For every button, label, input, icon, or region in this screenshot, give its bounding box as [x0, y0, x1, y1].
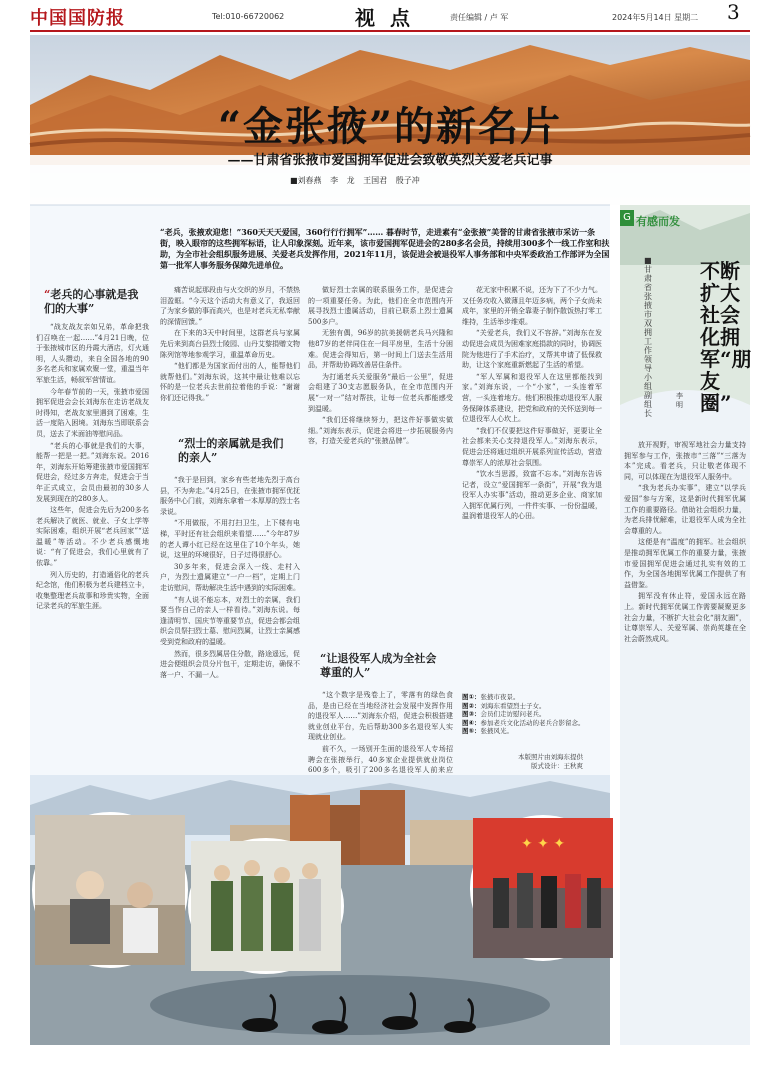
commentary-title: 不断扩大社会化拥军“朋友圈” — [700, 259, 752, 415]
paragraph: “有人说不能忘本，对烈士的亲属，我们要当作自己的亲人一样看待。”刘海东说。每逢清明节、国庆节等重要节点，促进会都会组织会员祭扫烈士墓、慰问烈属，让烈士亲属感受到党和政府的温暖。 — [160, 595, 300, 646]
paragraph: 无独有偶，96岁的抗美援朝老兵马兴隆和他87岁的老伴同住在一间平房里，生活十分困难。促进会得知后，第一时间上门送去生活用品，并帮助协调改善居住条件。 — [308, 329, 453, 370]
paragraph: “我为老兵办实事”，建立“以学兵爱国”参与方案，这是新时代拥军优属工作的重要路径。借助社会组织力量，为老兵排忧解难，让退役军人成为全社会尊重的人。 — [624, 484, 746, 535]
paragraph: 前不久，一场别开生面的退役军人专场招聘会在张掖举行，40多家企业提供就业岗位600多个，吸引了200多名退役军人前来应 — [308, 744, 453, 775]
section-heading-2: “烈士的亲属就是我们的亲人” — [178, 437, 284, 464]
photo-elderly-visit — [32, 812, 188, 968]
column-2a — [160, 285, 300, 415]
paragraph: 花无家中积累不说，还为下了不少力气。又任务攻收入微薄且年迈多病，两个子女尚未成年，家里的开销全靠妻子制作散饭热打零工维持，生活举步维艰。 — [462, 286, 602, 326]
commentary-author-role: ■甘肃省张掖市双拥工作领导小组副组长 — [644, 256, 652, 418]
paragraph: “战友战友亲如兄弟，革命把我们召唤在一起……”4月21日晚，位于张掖城市区的丹霞大酒店，灯火通明，人头攒动，来自全国各地的90多名老兵和家属欢聚一堂，重温当年军旅生活，畅叙军营情谊。 — [36, 323, 149, 384]
photo-group-event — [470, 815, 616, 961]
column-3a — [308, 285, 453, 635]
header-rule — [30, 30, 750, 32]
comment-tag: 有感而发 — [636, 215, 680, 228]
paragraph: “饮水当思源，致富不忘本。”刘海东告诉记者，设立“爱国拥军一条街”，开展“我为退役军人办实事”活动，推动更多企业、商家加入拥军优属行列，一件件实事、一份份温暖，温润着退役军人的心田。 — [462, 470, 602, 521]
paragraph: 今年春节前的一天，张掖市爱国拥军促进会会长刘海东在走访老战友时得知，老战友家里遇到了困难，生活一度陷入困境。刘海东当即联系会员，送去了米面油等慰问品。 — [36, 387, 149, 438]
column-2b — [160, 475, 300, 705]
paragraph: “我们还将继续努力，把这件好事做实做细。”刘海东表示，促进会将进一步拓展服务内容，打造关爱老兵的“张掖品牌”。 — [308, 416, 453, 446]
paragraph: 在下来的3天中时间里，这群老兵与家属先后来到高台县烈士陵园、山丹艾黎捐赠文物陈列馆等地参观学习，重温革命历史。 — [160, 329, 300, 359]
comment-tag-icon: G — [620, 210, 634, 226]
caption-4: 图④：参加老兵文化活动的老兵合影留念。 — [462, 718, 585, 727]
paragraph: “老兵的心事就是我们的大事，能帮一把是一把。”刘海东说。2016年，刘海东开始筹建张掖市爱国拥军促进会，经过多方奔走，促进会于当年正式成立，会员由最初的30多人发展到现在的280多人。 — [36, 441, 149, 503]
photo-captions — [462, 693, 602, 736]
paragraph: “这个数字是残卷上了，零落有的绿色食品，是由已经在当地经济社会发展中发挥作用的退役军人……”刘海东介绍，促进会积极搭建就业创业平台，先后帮助300多名退役军人实现就业创业。 — [308, 691, 453, 742]
header-date: 2024年5月14日 星期二 — [612, 13, 699, 22]
swans-photo — [230, 985, 490, 1040]
photo-credit: 本版照片由刘海东提供 版式设计：王秋爽 — [518, 753, 583, 770]
paragraph: 30多年来，促进会深入一线、走村入户，为烈士遗属建立“一户一档”，定期上门走访慰问，帮助解决生活中遇到的实际困难。 — [160, 562, 300, 592]
byline: ■刘春燕 李 龙 王国君 殷子冲 — [290, 176, 420, 185]
header-editor: 责任编辑 / 卢 军 — [450, 13, 509, 22]
paragraph: 拥军没有休止符，爱国永远在路上。新时代拥军优属工作需要凝聚更多社会力量，不断扩大社会化“朋友圈”，让尊崇军人、关爱军属、崇尚英雄在全社会蔚然成风。 — [624, 592, 746, 643]
article-intro: “老兵，张掖欢迎您！”360天天天爱国，360行行行拥军”…… 暮春时节，走进素有“金张掖”美誉的甘肃省张掖市采访一条街，映入眼帘的这些拥军标语，让人印象深刻。近年来，该市爱国拥军促进会的280多名会员，持续用300多个一线工作室和扶助，为全市社会组织服务进展、关爱老兵发挥作用，2021年11月，该促进会被退役军人事务部和中央军委政治工作部评为全国第一批军人事务服务保障先进单位。 — [160, 227, 610, 270]
paragraph: 为打通老兵关爱服务“最后一公里”，促进会组建了30支志愿服务队，在全市范围内开展“一对一”结对帮扶，让每一位老兵都能感受到温暖。 — [308, 372, 453, 413]
commentary-author: 李 明 — [676, 392, 683, 409]
svg-text:✦ ✦ ✦: ✦ ✦ ✦ — [520, 836, 566, 852]
commentary-text — [624, 440, 746, 1040]
paragraph: “不用做报，不用打扫卫生，上下楼有电梯，平时还有社会组织来看望……”今年87岁的老人谭小红已经在这里住了10个年头，她说，这里的环境很好，日子过得很舒心。 — [160, 519, 300, 560]
caption-2: 图②：刘海东看望烈士子女。 — [462, 701, 546, 710]
paragraph: 列入历史的，打造通俗化的老兵纪念馆，他们积极为老兵建档立卡，收集整理老兵故事和珍贵实物，全面记录老兵的军旅生涯。 — [36, 570, 149, 611]
paragraph: “军人军属和退役军人在这里都能找到家。”刘海东说，一个“小家”，一头连着军营，一头连着地方。他们积极推动退役军人服务保障体系建设，把党和政府的关怀送到每一位退役军人心坎上。 — [462, 372, 602, 424]
paragraph: 痛苦说起那段由与火交织的岁月，不禁热泪盈眶。“今天这个活动大有意义了，我返回了为家乡做的事而高兴，也是对老兵无私奉献的深情回馈。” — [160, 286, 300, 326]
page-number: 3 — [727, 0, 740, 24]
column-1 — [36, 322, 149, 812]
caption-1: 图①：张掖市夜景。 — [462, 693, 520, 701]
paragraph: 这些年，促进会先后为200多名老兵解决了就医、就业、子女上学等实际困难，组织开展“老兵回家”“送温暖”等活动。不少老兵感慨地说：“有了促进会，我们心里就有了依靠。” — [36, 506, 149, 568]
paragraph: 然而，很多烈属居住分散，路途遥远，促进会便组织会员分片包干，定期走访，确保不落一户、不漏一人。 — [160, 649, 300, 679]
newspaper-logo: 中国国防报 — [30, 8, 125, 29]
column-4 — [462, 285, 602, 685]
paragraph: “他们都是为国家而付出的人，能帮他们就帮他们。”刘海东说，这其中最让他难以忘怀的是一位老兵去世前拉着他的手说：“谢谢你们还记得我。” — [160, 362, 300, 402]
header-tel: Tel:010-66720062 — [212, 12, 285, 21]
photo-veterans-visit — [188, 838, 344, 974]
section-title: 视 点 — [355, 6, 414, 30]
caption-5: 图⑤：张掖风光。 — [462, 727, 514, 735]
sub-headline: ——甘肃省张掖市爱国拥军促进会致敬英烈关爱老兵记事 — [227, 153, 553, 168]
section-heading-3: “让退役军人成为全社会尊重的人” — [320, 652, 437, 679]
paragraph: 放开视野，审视军地社会力量支持拥军参与工作，张掖市“三落”“三落为本”完成。看老兵，只让敬老体现不同，可以体现在为退役军人服务中。 — [624, 441, 746, 481]
main-headline: “金张掖”的新名片 — [217, 103, 562, 150]
column-3b — [308, 690, 453, 775]
paragraph: 这便是有“温度”的拥军。社会组织是推动拥军优属工作的重要力量，张掖市爱国拥军促进会通过扎实有效的工作，为全国各地拥军优属工作提供了有益借鉴。 — [624, 538, 746, 589]
section-heading-1: “老兵的心事就是我们的大事” — [44, 288, 139, 315]
caption-3: 图③：会员们走访慰问老兵。 — [462, 710, 546, 718]
paragraph: 做好烈士亲属的联系服务工作，是促进会的一项重要任务。为此，他们在全市范围内开展寻找烈士遗属活动，目前已联系上烈士遗属500多户。 — [308, 286, 453, 326]
paragraph: “我于是回到，家乡有些老地先烈于高台县，不为奔走。”4月25日，在张掖市拥军优抚服务中心门前，刘海东拿着一本厚厚的烈士名录说。 — [160, 476, 300, 516]
paragraph: “我们不仅要把这件好事做好，更要让全社会都来关心支持退役军人。”刘海东表示，促进会还将通过组织开展系列宣传活动，营造尊崇军人的浓厚社会氛围。 — [462, 426, 602, 467]
paragraph: “关爱老兵，我们义不容辞。”刘海东在发动促进会成员为困难家庭捐款的同时，协调医院为他进行了手术治疗，又帮其申请了低保救助，让这个家庭重新燃起了生活的希望。 — [462, 329, 602, 370]
